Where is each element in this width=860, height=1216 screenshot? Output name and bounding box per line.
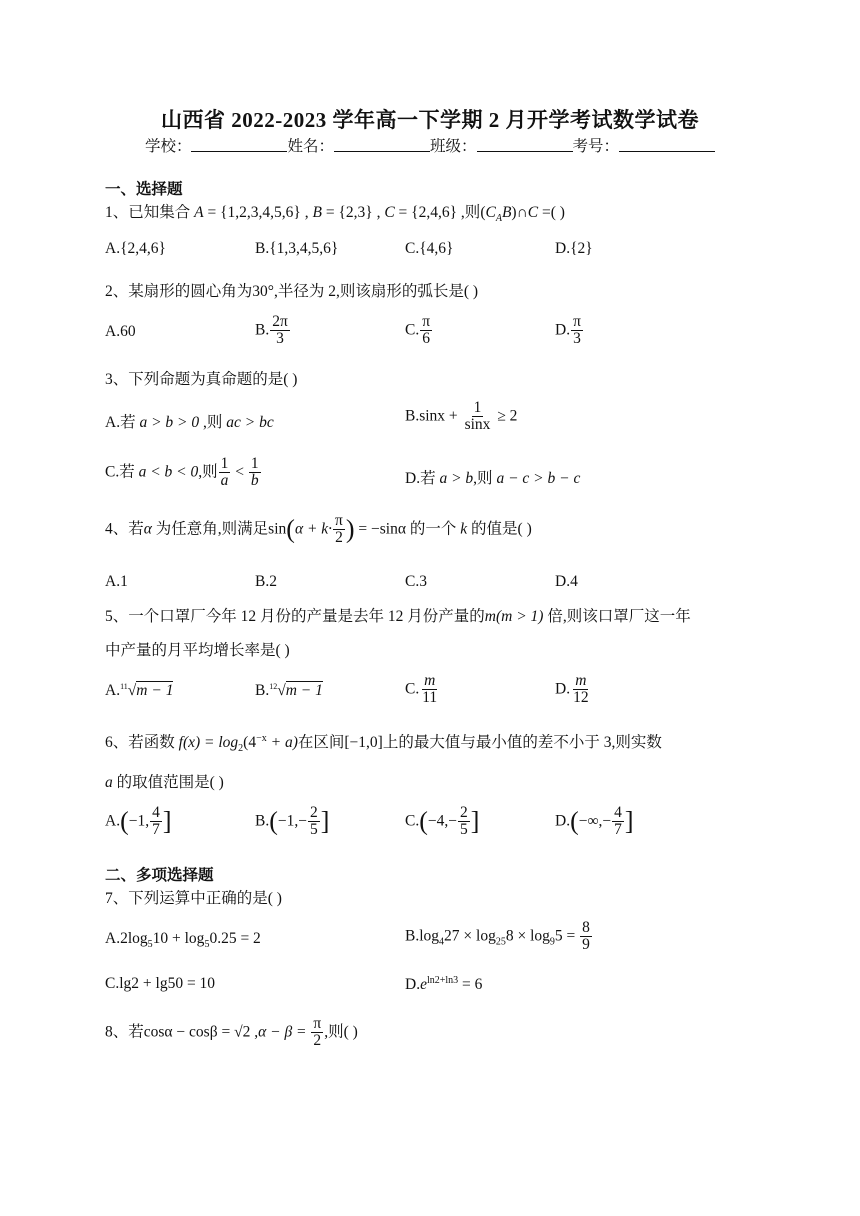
q4-k: k <box>460 520 468 538</box>
q2-b-fraction <box>270 314 290 348</box>
q6-option-b[interactable] <box>255 805 329 839</box>
q3-b-den: sinx <box>464 416 491 434</box>
q2-c-fraction <box>420 314 432 348</box>
q3-d-pre: D.若 <box>405 470 440 487</box>
q6-a-fraction <box>150 805 162 839</box>
q2-c-label: C. <box>405 321 420 339</box>
q7-b-text: B.log <box>405 927 440 945</box>
q6-c-num: 2 <box>460 804 468 821</box>
q1-stem-a: 1、已知集合 <box>105 204 195 221</box>
q6-b-left: −1,− <box>277 812 307 830</box>
q6-c-fraction <box>458 805 470 839</box>
q7-a-mid: 10 + log <box>152 930 205 947</box>
q4-right-paren: ) <box>345 514 355 544</box>
q2-d-den: 3 <box>573 330 581 348</box>
q6-c-den: 5 <box>460 821 468 839</box>
q8-stem-b: , <box>250 1023 259 1041</box>
page-title: 山西省 2022-2023 学年高一下学期 2 月开学考试数学试卷 <box>161 108 699 132</box>
q5-c-label: C. <box>405 680 420 698</box>
q1-option-b[interactable]: B.{1,3,4,5,6} <box>255 240 339 257</box>
q1-option-a[interactable]: A.{2,4,6} <box>105 240 166 257</box>
q4-frac-den: 2 <box>335 529 343 547</box>
section-heading-choice: 一、选择题 <box>105 180 183 198</box>
q7-option-d[interactable] <box>405 975 482 994</box>
q1-option-d[interactable]: D.{2} <box>555 240 593 257</box>
q2-option-d[interactable] <box>555 314 584 348</box>
q4-option-a[interactable]: A.1 <box>105 573 128 590</box>
q4-stem-d: 的值是( ) <box>467 520 532 538</box>
q6-option-a[interactable] <box>105 805 172 839</box>
section-heading-multi-choice: 二、多项选择题 <box>105 866 214 884</box>
q5-a-root-index: 11 <box>120 682 128 691</box>
q2-option-b[interactable] <box>255 314 291 348</box>
q4-expr-in: α + k· <box>294 520 333 538</box>
question-1-stem: 1、已知集合 A = {1,2,3,4,5,6} , B = {2,3} , C = {2,4,6} ,则$(C_AB)\cap C$ =( ) <box>105 204 565 225</box>
q7-a-text: A.2log <box>105 930 148 947</box>
question-6-line-2 <box>105 770 224 792</box>
q5-c-num: m <box>424 672 436 689</box>
class-blank[interactable] <box>477 137 573 152</box>
q6-d-den: 7 <box>614 821 622 839</box>
q1-option-c[interactable]: C.{4,6} <box>405 240 454 257</box>
q7-b-fraction <box>580 920 592 954</box>
q7-b-sub3: 9 <box>549 936 555 948</box>
q7-a-end: 0.25 = 2 <box>209 930 261 947</box>
q5-d-fraction <box>571 673 591 707</box>
class-label: 班级： <box>430 138 477 155</box>
q6-c-label: C. <box>405 812 420 830</box>
q5-c-fraction <box>420 673 439 707</box>
school-blank[interactable] <box>191 137 287 152</box>
q4-expr-pre: sin <box>268 520 287 538</box>
number-blank[interactable] <box>619 137 715 152</box>
q6-line2-a: a <box>105 774 113 791</box>
q5-option-d[interactable] <box>555 673 592 707</box>
q6-line2-b: 的取值范围是( ) <box>112 774 224 791</box>
q6-a-close: ] <box>162 806 172 836</box>
q6-c-left: −4,− <box>427 812 457 830</box>
q6-d-left: −∞,− <box>578 812 612 830</box>
q6-d-open: ( <box>570 806 579 836</box>
q3-d-cond: a > b <box>439 470 474 487</box>
question-6-line-1 <box>105 730 662 754</box>
q5-option-b[interactable] <box>255 682 323 700</box>
q6-interval: [−1,0] <box>344 734 383 751</box>
q5-b-root-sign: √ <box>277 682 286 700</box>
q6-line1-a: 6、若函数 <box>105 734 179 751</box>
question-8-stem <box>105 1016 358 1050</box>
q3-c-fraction-2 <box>249 456 261 490</box>
q7-b-mid1: 27 × log <box>444 927 496 945</box>
q5-c-den: 11 <box>422 689 438 707</box>
q7-b-num: 8 <box>582 919 590 936</box>
q7-option-b[interactable] <box>405 920 593 954</box>
question-7-stem: 7、下列运算中正确的是( ) <box>105 890 282 907</box>
q2-d-label: D. <box>555 321 571 339</box>
q4-expr-post: = −sinα <box>354 520 406 538</box>
q6-b-den: 5 <box>310 821 318 839</box>
q7-b-mid2: 8 × log <box>505 927 550 945</box>
q3-b-fraction <box>463 400 493 434</box>
q5-option-a[interactable] <box>105 682 173 700</box>
q6-b-fraction <box>308 805 320 839</box>
q7-a-sub1: 5 <box>147 939 153 951</box>
q2-option-c[interactable] <box>405 314 433 348</box>
q2-b-num: 2π <box>272 313 288 330</box>
q5-a-expr: m − 1 <box>136 682 174 700</box>
q3-c-mid: ,则 <box>198 463 218 481</box>
q6-line1-b: 在区间 <box>297 734 345 751</box>
q6-d-fraction <box>612 805 624 839</box>
q3-c-den2: b <box>250 472 259 490</box>
q3-c-num2: 1 <box>250 455 259 472</box>
school-label: 学校： <box>144 138 192 155</box>
q6-a-open: ( <box>120 806 129 836</box>
q7-option-a[interactable] <box>105 930 261 950</box>
q3-a-pre: A.若 <box>105 414 140 431</box>
q1-stem-c: =( ) <box>541 204 565 221</box>
q5-option-c[interactable] <box>405 673 440 707</box>
q6-b-num: 2 <box>310 804 318 821</box>
q6-line1-c: 上的最大值与最小值的差不小于 3,则实数 <box>382 734 662 751</box>
q3-b-label: B. <box>405 407 420 425</box>
q3-c-cond: a < b < 0 <box>138 463 199 481</box>
q5-line1-a: 5、一个口罩厂今年 12 月份的产量是去年 12 月份产量的 <box>105 608 485 625</box>
q6-a-label: A. <box>105 812 121 830</box>
q3-d-mid: ,则 <box>473 470 497 487</box>
q7-d-rest: = 6 <box>458 976 483 994</box>
name-blank[interactable] <box>334 137 430 152</box>
q3-b-pre: sinx + <box>419 407 462 425</box>
q3-c-pre: C.若 <box>105 463 139 481</box>
q4-fraction <box>333 513 345 547</box>
q2-option-a[interactable]: A.60 <box>105 323 136 340</box>
q7-d-sup: ln2+ln3 <box>426 975 459 986</box>
student-info-line <box>0 134 860 156</box>
q2-b-den: 3 <box>276 330 284 348</box>
q6-d-num: 4 <box>614 804 622 821</box>
q4-stem-b: 为任意角,则满足 <box>151 520 269 538</box>
q6-a-den: 7 <box>152 821 160 839</box>
q6-d-label: D. <box>555 812 571 830</box>
q7-option-c[interactable]: C.lg2 + lg50 = 10 <box>105 975 216 992</box>
q2-b-label: B. <box>255 321 270 339</box>
q7-d-label: D. <box>405 976 421 994</box>
q6-a-num: 4 <box>152 804 160 821</box>
q6-c-close: ] <box>470 806 480 836</box>
q4-stem-c: 的一个 <box>406 520 461 538</box>
q8-den: 2 <box>313 1032 322 1050</box>
q3-a-cond: a > b > 0 <box>139 414 200 431</box>
q3-option-a[interactable] <box>105 410 274 432</box>
q6-arg-a: (4 <box>243 734 257 751</box>
q3-d-res: a − c > b − c <box>496 470 581 487</box>
q4-option-c[interactable]: C.3 <box>405 573 427 590</box>
q3-option-d[interactable] <box>405 466 580 488</box>
q6-option-c[interactable] <box>405 805 479 839</box>
q6-b-open: ( <box>269 806 278 836</box>
q3-c-fraction-1 <box>219 456 231 490</box>
name-label: 姓名： <box>287 138 334 155</box>
q8-expr2: α − β = <box>258 1023 311 1041</box>
q6-fx: f(x) = log <box>178 734 239 751</box>
number-label: 考号： <box>572 138 620 155</box>
q3-option-b[interactable] <box>405 400 517 434</box>
q6-d-close: ] <box>624 806 634 836</box>
q3-b-num: 1 <box>473 399 482 416</box>
q2-d-fraction <box>571 314 583 348</box>
q5-b-expr: m − 1 <box>285 682 323 700</box>
q7-b-sub1: 4 <box>439 936 445 948</box>
q6-b-label: B. <box>255 812 270 830</box>
q8-stem-c: ,则( ) <box>324 1023 358 1041</box>
q3-c-lt: < <box>231 463 248 481</box>
question-4-stem <box>105 513 532 547</box>
q2-c-num: π <box>422 313 431 330</box>
q5-b-root-index: 12 <box>269 682 278 691</box>
q6-b-close: ] <box>320 806 330 836</box>
q5-d-den: 12 <box>573 689 589 707</box>
q3-a-res: ac > bc <box>226 414 274 431</box>
q4-frac-num: π <box>335 512 343 529</box>
question-3-stem: 3、下列命题为真命题的是( ) <box>105 371 298 388</box>
q8-expr: cosα − cosβ = √2 <box>143 1023 251 1041</box>
question-2-stem: 2、某扇形的圆心角为30°,半径为 2,则该扇形的弧长是( ) <box>105 283 479 300</box>
q3-c-den1: a <box>220 472 229 490</box>
q3-b-post: ≥ 2 <box>493 407 518 425</box>
q2-d-num: π <box>573 313 581 330</box>
q7-b-den: 9 <box>582 936 590 954</box>
q3-c-num1: 1 <box>220 455 229 472</box>
q7-b-mid3: 5 = <box>554 927 580 945</box>
q5-b-label: B. <box>255 682 270 700</box>
q5-line1-m: m(m > 1) <box>484 608 544 625</box>
q4-option-d[interactable]: D.4 <box>555 573 578 590</box>
q5-a-root-sign: √ <box>127 682 137 700</box>
q6-exp: −x <box>256 732 267 744</box>
q7-d-e: e <box>420 976 427 994</box>
q5-d-num: m <box>575 672 587 689</box>
q6-arg-b: + a) <box>266 734 298 751</box>
q5-d-label: D. <box>555 680 571 698</box>
q4-alpha: α <box>143 520 152 538</box>
q3-option-c[interactable] <box>105 456 262 490</box>
q7-a-sub2: 5 <box>204 939 210 951</box>
q7-b-sub2: 25 <box>495 936 506 948</box>
q6-c-open: ( <box>419 806 428 836</box>
q6-a-left: −1, <box>128 812 150 830</box>
q4-stem-a: 4、若 <box>105 520 144 538</box>
q5-a-label: A. <box>105 682 121 700</box>
q5-line1-b: 倍,则该口罩厂这一年 <box>543 608 691 625</box>
q4-left-paren: ( <box>286 514 295 544</box>
q4-option-b[interactable]: B.2 <box>255 573 277 590</box>
q3-a-mid: ,则 <box>199 414 227 431</box>
q1-stem-b: ,则 <box>457 204 481 221</box>
question-5-line-1 <box>105 604 691 626</box>
q2-c-den: 6 <box>422 330 430 348</box>
q6-base: 2 <box>238 743 244 755</box>
q8-num: π <box>313 1015 322 1032</box>
question-5-line-2: 中产量的月平均增长率是( ) <box>105 642 290 659</box>
q8-fraction <box>311 1016 323 1050</box>
q6-option-d[interactable] <box>555 805 634 839</box>
q8-stem-a: 8、若 <box>105 1023 144 1041</box>
